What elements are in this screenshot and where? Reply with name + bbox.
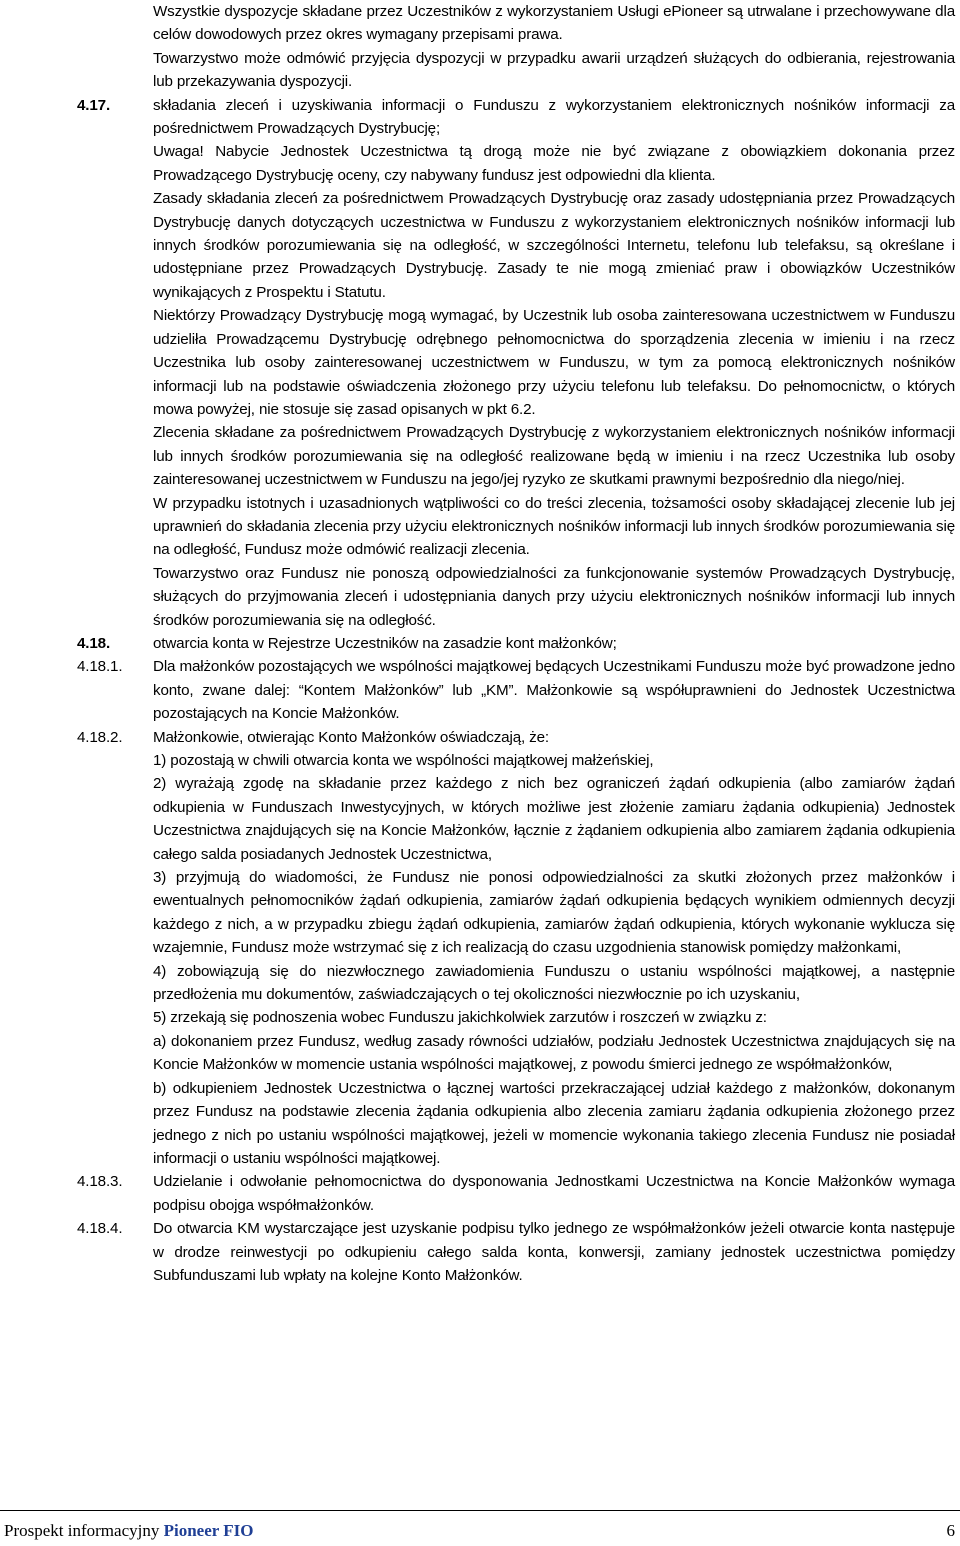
section-text: Udzielanie i odwołanie pełnomocnictwa do dysponowania Jednostkami Uczestnictwa na Koncie Małżonków wymaga podpisu obojga współmałżonków. bbox=[153, 1173, 955, 1214]
intro-block bbox=[0, 0, 960, 94]
section-paragraph: Uwaga! Nabycie Jednostek Uczestnictwa tą drogą może nie być związane z obowiązkiem dokonania przez Prowadzącego Dystrybucję oceny, czy nabywany fundusz jest odpowiedni dla klienta. bbox=[153, 143, 955, 184]
list-item: 1) pozostają w chwili otwarcia konta we wspólności majątkowej małżeńskiej, bbox=[153, 752, 654, 769]
list-item: 2) wyrażają zgodę na składanie przez każdego z nich bez ograniczeń żądań odkupienia (albo zamiarów żądań odkupienia w Funduszach Inwestycyjnych, w których możliwe jest złożenie zamiaru żądania odkupienia) Jednostek Uczestnictwa znajdujących się na Koncie Małżonków, łącznie z żądaniem odkupienia albo zamiarem żądania odkupienia całego salda posiadanych Jednostek Uczestnictwa, bbox=[153, 775, 955, 863]
intro-paragraph-2: Towarzystwo może odmówić przyjęcia dyspozycji w przypadku awarii urządzeń służących do odbierania, rejestrowania lub przekazywania dyspozycji. bbox=[153, 49, 955, 91]
section-paragraph: Zasady składania zleceń za pośrednictwem Prowadzących Dystrybucję oraz zasady udostępniania przez Prowadzących Dystrybucję danych dotyczących uczestnictwa w Funduszu z wykorzystaniem elektronicznych nośników informacji lub innych środków porozumiewania się na odległość, w szczególności Internetu, telefonu lub telefaksu, są określane i udostępniane przez Prowadzących Dystrybucję. Zasady te nie mogą zmieniać praw i obowiązków Uczestników wynikających z Prospektu i Statutu. bbox=[153, 190, 955, 301]
section-number: 4.18.2. bbox=[77, 728, 123, 746]
list-item: 4) zobowiązują się do niezwłocznego zawiadomienia Funduszu o ustaniu wspólności majątkowej, a następnie przedłożenia mu dokumentów, zaświadczających o tej okoliczności niezwłocznie po ich uzyskaniu, bbox=[153, 962, 955, 1004]
section-paragraph: Towarzystwo oraz Fundusz nie ponoszą odpowiedzialności za funkcjonowanie systemów Prowadzących Dystrybucję, służących do przyjmowania zleceń i udostępniania danych przy użyciu elektronicznych nośników informacji lub innych środków porozumiewania się na odległość. bbox=[153, 564, 955, 629]
list-item: 3) przyjmują do wiadomości, że Fundusz nie ponosi odpowiedzialności za skutki złożonych przez małżonków i ewentualnych pełnomocników żądań odkupienia, zamiarów żądań odkupienia będących wynikiem odmiennych decyzji każdego z nich, a w przypadku zbiegu żądań odkupienia, zamiarów żądań odkupienia, których wykonanie wyklucza się wzajemnie, Fundusz może wstrzymać się z ich realizacją do czasu uzgodnienia stanowisk pomiędzy małżonkami, bbox=[153, 869, 955, 957]
footer-prefix: Prospekt informacyjny bbox=[4, 1521, 160, 1540]
section-4-18-1 bbox=[0, 655, 960, 725]
section-number: 4.18.4. bbox=[77, 1220, 123, 1238]
list-item: 5) zrzekają się podnoszenia wobec Funduszu jakichkolwiek zarzutów i roszczeń w związku z: bbox=[153, 1009, 767, 1027]
section-4-18-3 bbox=[0, 1170, 960, 1217]
section-number: 4.17. bbox=[77, 96, 111, 114]
section-paragraph: Zlecenia składane za pośrednictwem Prowadzących Dystrybucję z wykorzystaniem elektronicznych nośników informacji lub innych środków porozumiewania się na odległość realizowane będą w imieniu i na rzecz Uczestnika lub osoby zainteresowanej uczestnictwem w Funduszu na jego/jej ryzyko ze skutkami prawnymi bezpośrednio dla niego/niej. bbox=[153, 424, 955, 489]
section-text: Dla małżonków pozostających we wspólności majątkowej będących Uczestnikami Funduszu może być prowadzone jedno konto, zwane dalej: “Kontem Małżonków” lub „KM”. Małżonkowie są współuprawnieni do Jednostek Uczestnictwa pozostających na Koncie Małżonków. bbox=[153, 658, 955, 723]
section-paragraph: W przypadku istotnych i uzasadnionych wątpliwości co do treści zlecenia, tożsamości osoby składającej zlecenie lub jej uprawnień do składania zlecenia przy użyciu elektronicznych nośników informacji lub innych środków porozumiewania się na odległość, Fundusz może odmówić realizacji zlecenia. bbox=[153, 494, 955, 559]
section-lead: Małżonkowie, otwierając Konto Małżonków oświadczają, że: bbox=[153, 728, 549, 746]
page-footer bbox=[0, 1510, 960, 1546]
section-number: 4.18. bbox=[77, 634, 111, 652]
footer-brand: Pioneer FIO bbox=[163, 1521, 254, 1540]
section-title: składania zleceń i uzyskiwania informacji o Funduszu z wykorzystaniem elektronicznych nośników informacji za pośrednictwem Prowadzących Dystrybucję; bbox=[153, 96, 955, 138]
section-4-18-4 bbox=[0, 1217, 960, 1287]
list-item: b) odkupieniem Jednostek Uczestnictwa o łącznej wartości przekraczającej udział każdego z małżonków, dokonanym przez Fundusz na podstawie zlecenia żądania odkupienia albo zlecenia zamiaru żądania odkupienia złożonego przez jednego z nich po ustaniu wspólności majątkowej, jeżeli w momencie wykonania takiego zlecenia Fundusz nie posiadał informacji o ustaniu wspólności majątkowej. bbox=[153, 1079, 955, 1167]
section-title: otwarcia konta w Rejestrze Uczestników na zasadzie kont małżonków; bbox=[153, 634, 617, 652]
footer-title bbox=[4, 1521, 253, 1541]
section-number: 4.18.1. bbox=[77, 658, 123, 676]
section-number: 4.18.3. bbox=[77, 1173, 123, 1191]
intro-paragraph-1: Wszystkie dyspozycje składane przez Uczestników z wykorzystaniem Usługi ePioneer są utrwalane i przechowywane dla celów dowodowych przez okres wymagany przepisami prawa. bbox=[153, 3, 955, 44]
list-item: a) dokonaniem przez Fundusz, według zasady równości udziałów, podziału Jednostek Uczestnictwa znajdujących się na Koncie Małżonków w momencie ustania wspólności majątkowej, z powodu śmierci jednego ze współmałżonków, bbox=[153, 1032, 955, 1074]
section-paragraph: Niektórzy Prowadzący Dystrybucję mogą wymagać, by Uczestnik lub osoba zainteresowana uczestnictwem w Funduszu udzieliła Prowadzącemu Dystrybucję odrębnego pełnomocnictwa do sporządzenia zlecenia w imieniu i na rzecz Uczestnika lub osoby zainteresowanej uczestnictwem w Funduszu, w tym za pomocą elektronicznych nośników informacji lub na podstawie oświadczenia złożonego przy użyciu telefonu lub telefaksu. Do pełnomocnictw, o których mowa powyżej, nie stosuje się zasad opisanych w pkt 6.2. bbox=[153, 307, 955, 418]
section-4-18-2 bbox=[0, 726, 960, 1171]
section-4-18 bbox=[0, 632, 960, 655]
section-text: Do otwarcia KM wystarczające jest uzyskanie podpisu tylko jednego ze współmałżonków jeżeli otwarcie konta następuje w drodze reinwestycji po odkupieniu całego salda konta, konwersji, zamiany jednostek uczestnictwa pomiędzy Subfunduszami lub wpłaty na kolejne Konto Małżonków. bbox=[153, 1220, 955, 1284]
section-4-17 bbox=[0, 94, 960, 632]
page-number: 6 bbox=[946, 1521, 955, 1540]
